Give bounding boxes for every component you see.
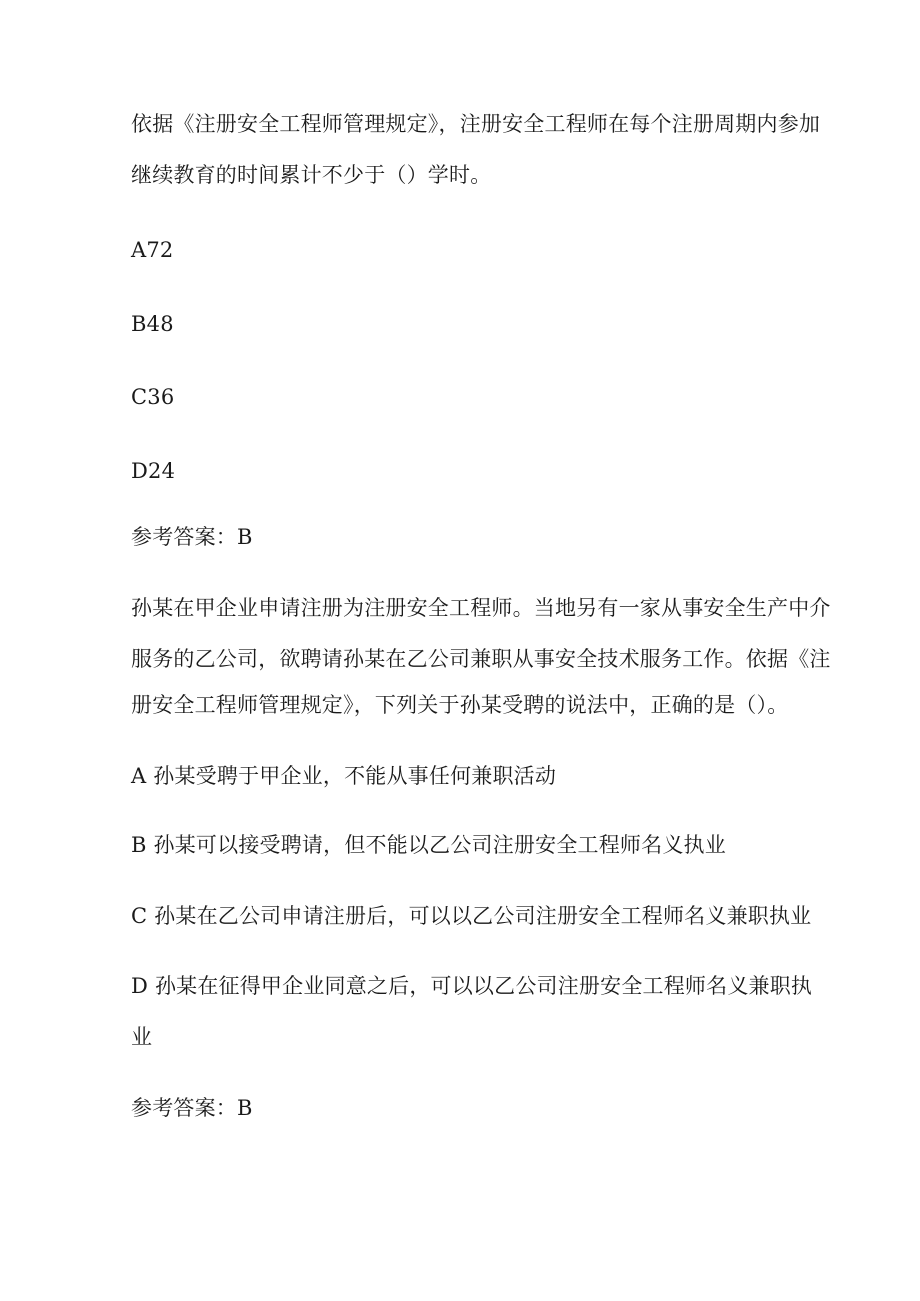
q1-answer-label: 参考答案：: [131, 525, 237, 549]
q1-answer: [131, 523, 253, 551]
q1-answer-value: B: [237, 525, 253, 549]
q1-option-c-text: 36: [147, 385, 175, 409]
q2-option-b: [131, 831, 726, 859]
q2-option-c: [131, 902, 811, 930]
q2-answer: [131, 1094, 253, 1122]
q1-option-b-text: 48: [146, 312, 174, 336]
q2-option-a: [131, 762, 556, 790]
q2-answer-value: B: [237, 1096, 253, 1120]
q2-option-c-text: 孙某在乙公司申请注册后，可以以乙公司注册安全工程师名义兼职执业: [154, 904, 812, 928]
q1-option-a-letter: A: [131, 238, 147, 262]
q1-option-d: [131, 457, 175, 485]
q1-option-c: [131, 383, 174, 411]
q2-stem-line-2: 服务的乙公司，欲聘请孙某在乙公司兼职从事安全技术服务工作。依据《注: [131, 647, 831, 671]
q1-stem-line-1: 依据《注册安全工程师管理规定》，注册安全工程师在每个注册周期内参加: [131, 112, 821, 136]
q2-option-d: [131, 972, 812, 1000]
q2-option-d-text: 孙某在征得甲企业同意之后，可以以乙公司注册安全工程师名义兼职执: [154, 974, 813, 998]
q1-stem-line-2: 继续教育的时间累计不少于（）学时。: [131, 163, 492, 187]
q1-option-b: [131, 310, 174, 338]
q2-option-b-text: 孙某可以接受聘请，但不能以乙公司注册安全工程师名义执业: [153, 833, 726, 857]
q2-answer-label: 参考答案：: [131, 1096, 237, 1120]
q1-option-a: [131, 236, 174, 264]
q2-option-b-letter: B: [131, 833, 147, 857]
q1-option-a-text: 72: [146, 238, 174, 262]
q2-option-c-letter: C: [131, 904, 148, 928]
q2-option-d-continuation: 业: [131, 1025, 153, 1049]
q1-option-d-letter: D: [131, 459, 149, 483]
q2-stem-line-3: 册安全工程师管理规定》，下列关于孙某受聘的说法中，正确的是（）。: [131, 693, 789, 717]
q2-option-a-letter: A: [131, 764, 147, 788]
q1-option-c-letter: C: [131, 385, 148, 409]
q2-option-a-text: 孙某受聘于甲企业，不能从事任何兼职活动: [153, 764, 557, 788]
q2-stem-line-1: 孙某在甲企业申请注册为注册安全工程师。当地另有一家从事安全生产中介: [131, 596, 831, 620]
q2-option-d-letter: D: [131, 974, 149, 998]
q1-option-b-letter: B: [131, 312, 147, 336]
q1-option-d-text: 24: [148, 459, 176, 483]
